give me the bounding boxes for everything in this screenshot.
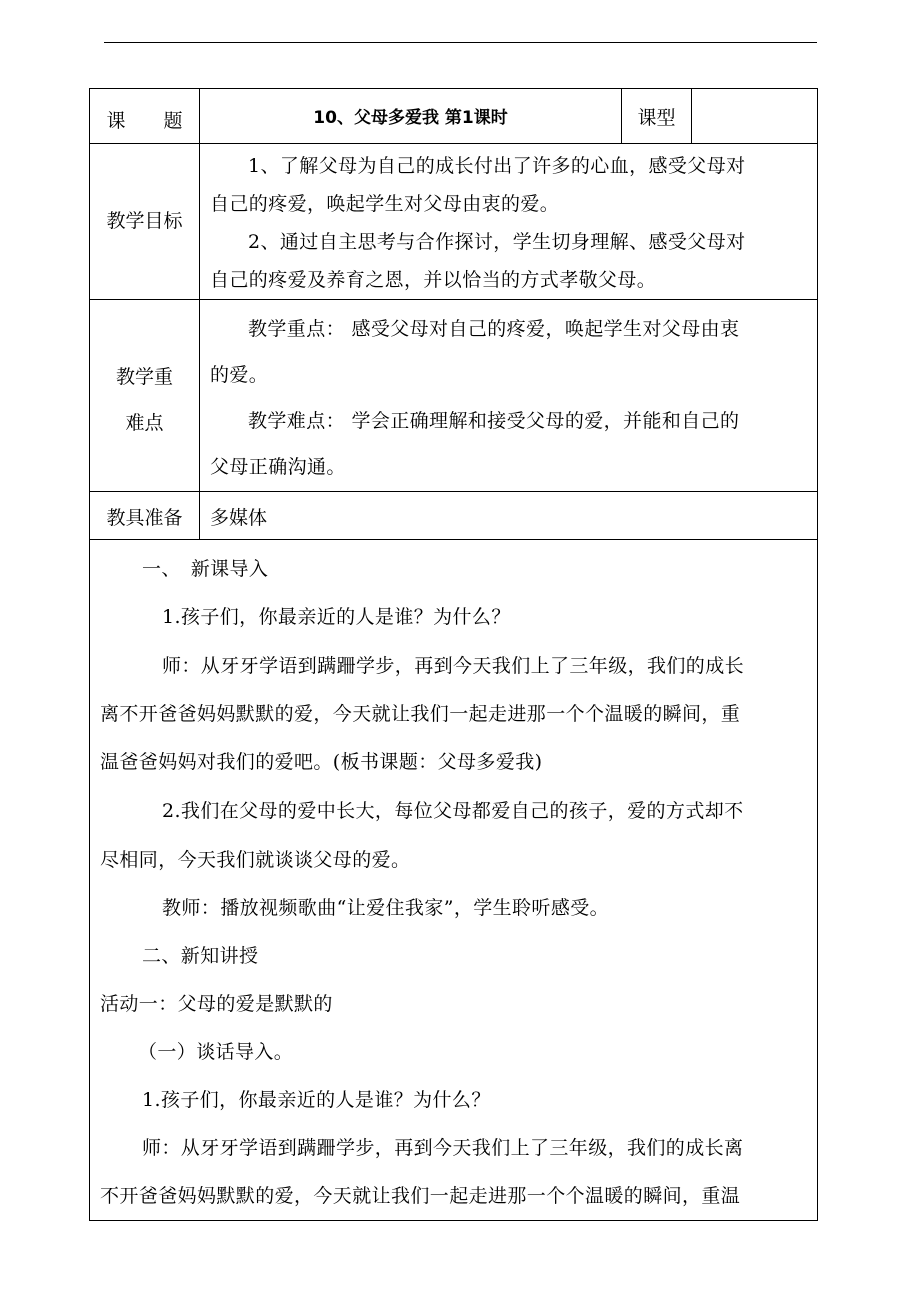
keys-label-cell: [90, 300, 200, 492]
body-line: 1.孩子们，你最亲近的人是谁？为什么？: [142, 1089, 491, 1111]
section-heading: 二、新知讲授: [142, 945, 259, 967]
type-label-cell: [622, 89, 692, 144]
goals-label: 教学目标: [106, 210, 183, 232]
goal-line: 自己的疼爱及养育之恩，并以恰当的方式孝敬父母。: [210, 269, 657, 291]
lesson-title: 10、父母多爱我 第1课时: [313, 108, 508, 128]
body-line: 师：从牙牙学语到蹒跚学步，再到今天我们上了三年级，我们的成长离: [142, 1137, 744, 1159]
lesson-plan-table: [89, 88, 818, 1221]
key-line: 父母正确沟通。: [210, 456, 346, 478]
goal-line: 2、通过自主思考与合作探讨，学生切身理解、感受父母对: [248, 231, 746, 253]
process-body: [90, 540, 817, 1220]
type-value-cell: [692, 89, 818, 144]
body-line: 离不开爸爸妈妈默默的爱，今天就让我们一起走进那一个个温暖的瞬间，重: [100, 703, 741, 725]
row-topic: [90, 89, 818, 144]
topic-label: 课 题: [106, 110, 183, 132]
body-line: 2.我们在父母的爱中长大，每位父母都爱自己的孩子，爱的方式却不: [162, 800, 744, 822]
key-line: 的爱。: [210, 364, 269, 386]
goals-label-cell: [90, 144, 200, 300]
header-rule: [104, 42, 817, 43]
keys-label-line1: 教学重: [115, 366, 173, 388]
tools-label: 教具准备: [106, 507, 183, 529]
row-tools: [90, 492, 818, 540]
topic-label-cell: [90, 89, 200, 144]
tools-value: 多媒体: [210, 507, 268, 529]
body-line: 温爸爸妈妈对我们的爱吧。(板书课题：父母多爱我): [100, 751, 543, 773]
body-line: （一）谈话导入。: [138, 1041, 294, 1063]
goals-cell: [200, 144, 818, 300]
row-key-points: [90, 300, 818, 492]
body-line: 师：从牙牙学语到蹒跚学步，再到今天我们上了三年级，我们的成长: [162, 655, 745, 677]
goal-line: 1、了解父母为自己的成长付出了许多的心血，感受父母对: [248, 155, 746, 177]
key-line: 教学难点： 学会正确理解和接受父母的爱，并能和自己的: [248, 410, 740, 432]
body-line: 尽相同，今天我们就谈谈父母的爱。: [100, 849, 411, 871]
activity-heading: 活动一：父母的爱是默默的: [100, 993, 333, 1015]
type-label: 课型: [637, 107, 676, 129]
tools-label-cell: [90, 492, 200, 540]
tools-cell: [200, 492, 818, 540]
keys-cell: [200, 300, 818, 492]
process-cell: [90, 540, 818, 1221]
body-line: 1.孩子们，你最亲近的人是谁？为什么？: [162, 606, 511, 628]
topic-value-cell: [200, 89, 622, 144]
section-heading: 一、 新课导入: [142, 558, 269, 580]
key-line: 教学重点： 感受父母对自己的疼爱，唤起学生对父母由衷: [248, 318, 740, 340]
keys-label-line2: 难点: [125, 412, 164, 434]
body-line: 不开爸爸妈妈默默的爱，今天就让我们一起走进那一个个温暖的瞬间，重温: [100, 1185, 741, 1207]
row-goals: [90, 144, 818, 300]
body-line: 教师：播放视频歌曲“让爱住我家”，学生聆听感受。: [162, 897, 610, 919]
goal-line: 自己的疼爱，唤起学生对父母由衷的爱。: [210, 193, 560, 215]
row-process: [90, 540, 818, 1221]
